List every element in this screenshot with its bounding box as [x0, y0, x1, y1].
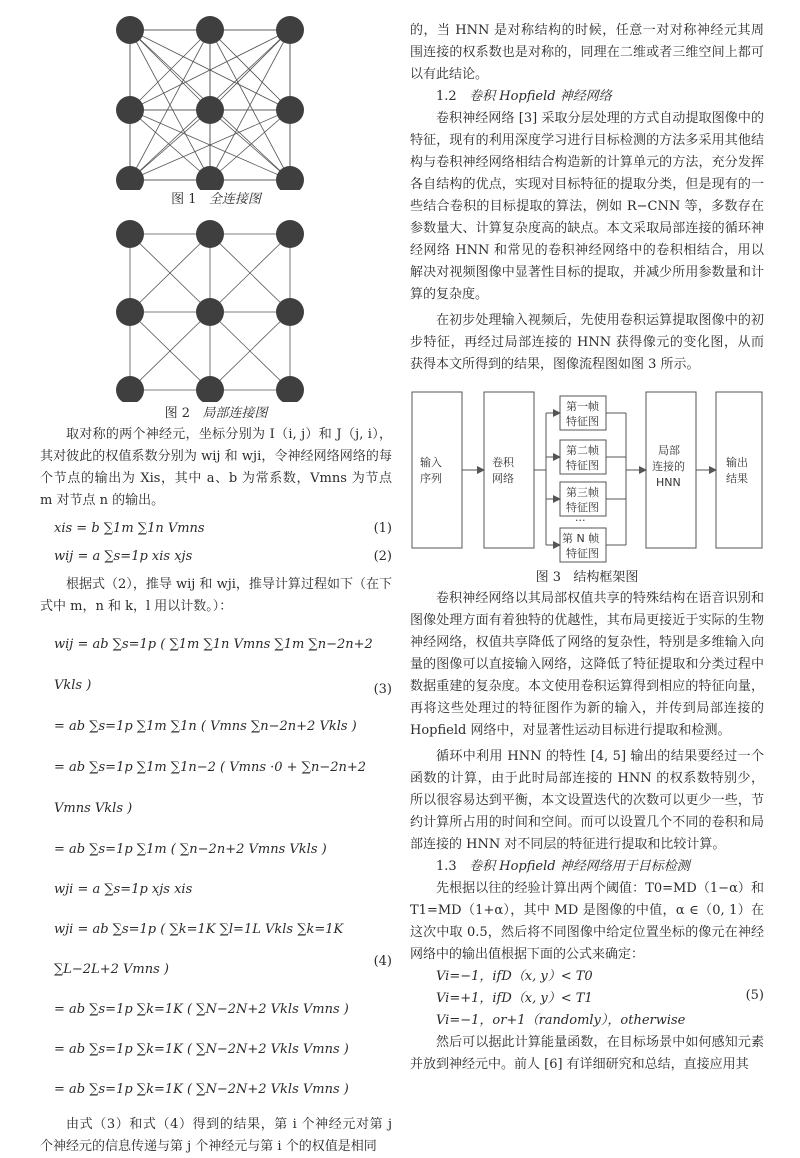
equation-5-line: Vi=−1，or+1（randomly），otherwise	[436, 1013, 686, 1028]
output-label-1: 输出	[726, 456, 748, 469]
equation-2-number: (2)	[373, 549, 392, 564]
figure-2-caption	[40, 404, 392, 424]
equation-3-line: wij = ab ∑s=1p ( ∑1m ∑1n Vmns ∑1m ∑n−2n+2 Vkls )	[54, 637, 373, 693]
equation-4-line: = ab ∑s=1p ∑k=1K ( ∑N−2N+2 Vkls Vmns )	[54, 1042, 349, 1057]
equation-1-body: xis = b ∑1m ∑1n Vmns	[54, 521, 205, 536]
equation-4-number: (4)	[373, 954, 392, 969]
full-connection-graph	[100, 0, 320, 190]
frame-2-label-2: 特征图	[566, 459, 599, 472]
conv-network-box	[484, 392, 534, 548]
section-1-3-number: 1.3	[436, 859, 457, 874]
paragraph-cnn-advantages: 卷积神经网络以其局部权值共享的特殊结构在语音识别和图像处理方面有着独特的优越性，其布局更接近于实际的生物神经网络，权值共享降低了网络的复杂性，特别是多维输入向量的图像可以直接输入网络，这降低了特征提取和分类过程中数据重建的复杂度。本文使用卷积运算得到相应的特征向量，再将这些处理过的特征图作为新的输入，并传到局部连接的 Hopfield 网络中，对显著性运动目标进行提取和检测。	[410, 591, 764, 738]
frame-n-label-1: 第 N 帧	[562, 532, 600, 545]
frame-3-label-2: 特征图	[566, 501, 599, 514]
equation-1	[40, 518, 392, 540]
figure-2-title: 局部连接图	[202, 406, 268, 421]
figure-1-caption	[40, 190, 392, 210]
paragraph-energy-function: 然后可以据此计算能量函数，在目标场景中如何感知元素并放到神经元中。前人 [6] 有详细研究和总结，直接应用其	[410, 1035, 764, 1072]
equation-3-line: = ab ∑s=1p ∑1m ( ∑n−2n+2 Vmns Vkls )	[54, 842, 327, 857]
structure-framework-diagram	[410, 384, 764, 564]
figure-3-flowchart	[410, 384, 764, 564]
output-label-2: 结果	[726, 472, 748, 485]
equation-4-line: wji = a ∑s=1p xjs xis	[54, 882, 193, 897]
equation-3-line: = ab ∑s=1p ∑1m ∑1n ( Vmns ∑n−2n+2 Vkls )	[54, 719, 357, 734]
figure-2-number: 图 2	[164, 406, 190, 421]
local-connection-graph	[100, 212, 320, 402]
equation-2	[40, 546, 392, 568]
paragraph-symmetric-neurons: 取对称的两个神经元，坐标分别为 I（i, j）和 J（j, i），其对彼此的权值系数分别为 wij 和 wji，令神经网络网络的每个节点的输出为 Xis，其中 a、b 为常系数，Vmns 为节点 m 对节点 n 的输出。	[40, 427, 392, 508]
paragraph-hnn-loop: 循环中利用 HNN 的特性 [4, 5] 输出的结果要经过一个函数的计算，由于此时局部连接的 HNN 的权系数特别少，所以很容易达到平衡，本文设置迭代的次数可以更少一些，节约计算所占用的时间和空间。而可以设置几个不同的卷积和局部连接的 HNN 对不同层的特征进行提取和比较计算。	[410, 749, 764, 852]
frame-2-label-1: 第二帧	[566, 444, 599, 457]
equation-1-number: (1)	[373, 521, 392, 536]
input-label-1: 输入	[420, 456, 442, 469]
paragraph-processing-flow: 在初步处理输入视频后，先使用卷积运算提取图像中的初步特征，再经过局部连接的 HNN 获得像元的变化图，从而获得本文所得到的结果，图像流程图如图 3 所示。	[410, 313, 764, 372]
figure-1-title: 全连接图	[208, 192, 261, 207]
figure-3-title: 结构框架图	[573, 570, 639, 585]
section-1-3-title: 卷积 Hopfield 神经网络用于目标检测	[469, 859, 690, 874]
conv-label-2: 网络	[492, 472, 514, 485]
paragraph-derivation-intro: 根据式（2），推导 wij 和 wji，推导计算过程如下（在下式中 m，n 和 k，l 用以计数。）：	[40, 577, 392, 614]
hnn-label-3: HNN	[656, 476, 681, 489]
hnn-label-1: 局部	[658, 444, 680, 457]
equation-4-block	[40, 870, 392, 1110]
paragraph-thresholds: 先根据以往的经验计算出两个阈值：T0=MD（1−α）和 T1=MD（1+α），其中 MD 是图像的中值，α ∈（0, 1）在这次中取 0.5，然后将不同图像中给定位置坐标的像元在神经网络中的输出值根据下面的公式来确定：	[410, 881, 764, 962]
equation-4-line: = ab ∑s=1p ∑k=1K ( ∑N−2N+2 Vkls Vmns )	[54, 1002, 349, 1017]
paragraph-cnn-intro: 卷积神经网络 [3] 采取分层处理的方式自动提取图像中的特征，现有的利用深度学习进行目标检测的方法多采用其他结构与卷积神经网络相结合构造新的计算单元的方法，充分发挥各自结构的优点，实现对目标特征的提取分类，但是现有的一些结合卷积的目标提取的算法，例如 R−CNN 等，多数存在参数量大、计算复杂度高的缺点。本文采取局部连接的循环神经网络 HNN 和常见的卷积神经网络中的卷积相结合，用以解决对视频图像中显著性目标的提取，并减少所用参数量和计算的复杂度。	[410, 111, 764, 302]
equation-5-block	[410, 966, 764, 1032]
equation-5-line: Vi=+1，ifD（x, y）< T1	[436, 991, 593, 1006]
figure-3-caption	[410, 568, 764, 588]
conv-label-1: 卷积	[492, 456, 514, 469]
section-1-2-heading	[410, 86, 764, 108]
figure-1-full-connection	[100, 0, 392, 190]
left-column	[40, 0, 392, 1158]
figure-2-local-connection	[100, 212, 392, 402]
equation-4-line: wji = ab ∑s=1p ( ∑k=1K ∑l=1L Vkls ∑k=1K ∑L−2L+2 Vmns )	[54, 922, 344, 977]
equation-2-body: wij = a ∑s=1p xis xjs	[54, 549, 193, 564]
figure-3-number: 图 3	[535, 570, 561, 585]
frame-n-label-2: 特征图	[566, 547, 599, 560]
input-sequence-box	[412, 392, 462, 548]
equation-5-number: (5)	[745, 988, 764, 1003]
frame-3-label-1: 第三帧	[566, 486, 599, 499]
section-1-2-title: 卷积 Hopfield 神经网络	[469, 89, 612, 104]
equation-3-line: = ab ∑s=1p ∑1m ∑1n−2 ( Vmns ·0 + ∑n−2n+2 Vmns Vkls )	[54, 760, 367, 816]
paragraph-conclusion: 由式（3）和式（4）得到的结果，第 i 个神经元对第 j 个神经元的信息传递与第 j 个神经元与第 i 个的权值是相同	[40, 1117, 392, 1154]
frame-ellipsis: ···	[575, 514, 586, 527]
paragraph-symmetric-structure: 的，当 HNN 是对称结构的时候，任意一对对称神经元其周围连接的权系数也是对称的，同理在二维或者三维空间上都可以有此结论。	[410, 23, 764, 82]
equation-3-number: (3)	[373, 682, 392, 697]
right-column	[410, 0, 764, 1076]
equation-5-line: Vi=−1，ifD（x, y）< T0	[436, 969, 593, 984]
section-1-3-heading	[410, 856, 764, 878]
hnn-label-2: 连接的	[652, 460, 685, 473]
figure-1-number: 图 1	[171, 192, 197, 207]
section-1-2-number: 1.2	[436, 89, 457, 104]
equation-3-block	[40, 624, 392, 870]
frame-1-label-2: 特征图	[566, 415, 599, 428]
output-result-box	[716, 392, 762, 548]
input-label-2: 序列	[420, 472, 442, 485]
equation-4-line: = ab ∑s=1p ∑k=1K ( ∑N−2N+2 Vkls Vmns )	[54, 1082, 349, 1097]
frame-1-label-1: 第一帧	[566, 400, 599, 413]
